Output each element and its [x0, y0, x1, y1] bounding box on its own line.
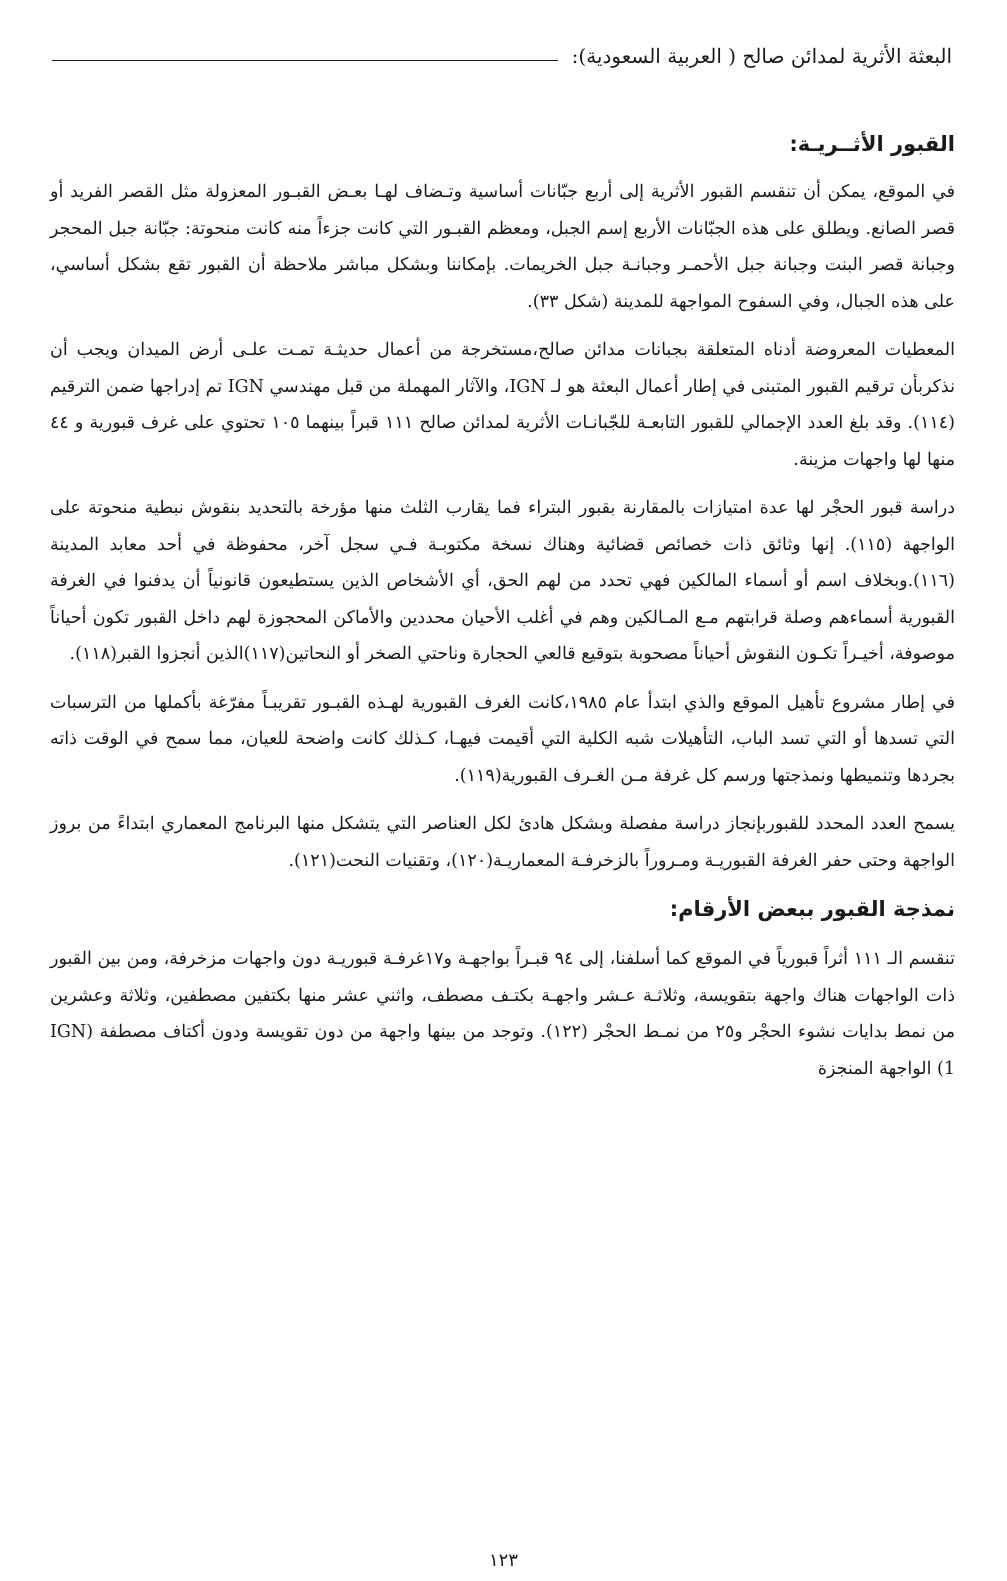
paragraph: في إطار مشروع تأهيل الموقع والذي ابتدأ عام ١٩٨٥،كانت الغرف القبورية لهـذه القبـور تقريبـاً مفرّغة بأكملها من الترسبات التي تسدها أو التي تسد الباب، التأهيلات شبه الكلية التي أقيمت فيهـا، كـذلك كانت واضحة للعيان، مما سمح في الوقت ذاته بجردها وتنميطها ونمذجتها ورسم كل غرفة مـن الغـرف القبورية(١١٩).	[50, 692, 955, 786]
paragraph: تنقسم الـ ١١١ أثراً قبورياً في الموقع كما أسلفنا، إلى ٩٤ قبـراً بواجهـة و١٧غرفـة قبوريـة دون واجهات مزخرفة، ومن بين القبور ذات الواجهات هناك واجهة بتقويسة، وثلاثـة عـشر واجهـة بكتـف مصطف، واثني عشر منها بكتفين مصطفين، وثلاثة وعشرين من نمط بدايات نشوء الحجْر و٢٥ من نمـط الحجْر (١٢٢). وتوجد من بينها واجهة من دون تقويسة ودون أكتاف مصطفة (IGN 1) الواجهة المنجزة	[50, 949, 955, 1079]
section-heading-graves-modeling: نمذجة القبور ببعض الأرقام:	[669, 897, 955, 921]
page-number: ١٢٣	[488, 1550, 518, 1571]
page-content	[50, 132, 955, 1099]
running-title: البعثة الأثرية لمدائن صالح ( العربية السعودية):	[571, 44, 952, 68]
paragraph: يسمح العدد المحدد للقبوربإنجاز دراسة مفصلة وبشكل هادئ لكل العناصر التي يتشكل منها البرنامج المعماري ابتداءً من بروز الواجهة وحتى حفر الغرفة القبوريـة ومـروراً بالزخرفـة المعماريـة(١٢٠)، وتقنيات النحت(١٢١).	[50, 814, 955, 871]
paragraph: دراسة قبور الحجْر لها عدة امتيازات بالمقارنة بقبور البتراء فما يقارب الثلث منها مؤرخة بالتحديد بنقوش نبطية منحوتة على الواجهة (١١٥). إنها وثائق ذات خصائص قضائية وهناك نسخة مكتوبـة فـي سجل آخر، محفوظة في أحد معابد المدينة (١١٦).وبخلاف اسم أو أسماء المالكين فهي تحدد من لهم الحق، أي الأشخاص الذين يستطيعون قانونياً أن يدفنوا في الغرفة القبورية أسماءهم وصلة قرابتهم مـع المـالكين وهم في أغلب الأحيان محددين والأماكن المحجوزة لهم داخل القبور تكون أحياناً موصوفة، أخيـراً تكـون النقوش أحياناً مصحوبة بتوقيع قالعي الحجارة وناحتي الصخر أو النحاتين(١١٧)الذين أنجزوا القبر(١١٨).	[50, 498, 955, 664]
running-header	[52, 40, 952, 72]
paragraph: المعطيات المعروضة أدناه المتعلقة بجبانات مدائن صالح،مستخرجة من أعمال حديثـة تمـت علـى أرض الميدان ويجب أن نذكربأن ترقيم القبور المتبنى في إطار أعمال البعثة هو لـ IGN، والآثار المهملة من قبل مهندسي IGN تم إدراجها ضمن الترقيم (١١٤). وقد بلغ العدد الإجمالي للقبور التابعـة للجّبانـات الأثرية لمدائن صالح ١١١ قبراً بينهما ١٠٥ تحتوي على غرف قبورية و ٤٤ منها لها واجهات مزينة.	[50, 340, 955, 470]
paragraph: في الموقع، يمكن أن تنقسم القبور الأثرية إلى أربع جبّانات أساسية وتـضاف لهـا بعـض القبـور المعزولة مثل القصر الفريد أو قصر الصانع. ويطلق على هذه الجبّانات الأربع إسم الجبل، ومعظم القبـور التي كانت جزءاً منه كانت منحوتة: جبّانة جبل المحجر وجبانة قصر البنت وجبانة جبل الأحمـر وجبانـة جبل الخريمات. بإمكاننا وبشكل مباشر ملاحظة أن القبور تقع بشكل أساسي، على هذه الجبال، وفي السفوح المواجهة للمدينة (شكل ٣٣).	[50, 182, 955, 312]
header-rule	[52, 60, 558, 61]
section-heading-archaeological-graves: القبور الأثــريـة:	[789, 132, 955, 156]
